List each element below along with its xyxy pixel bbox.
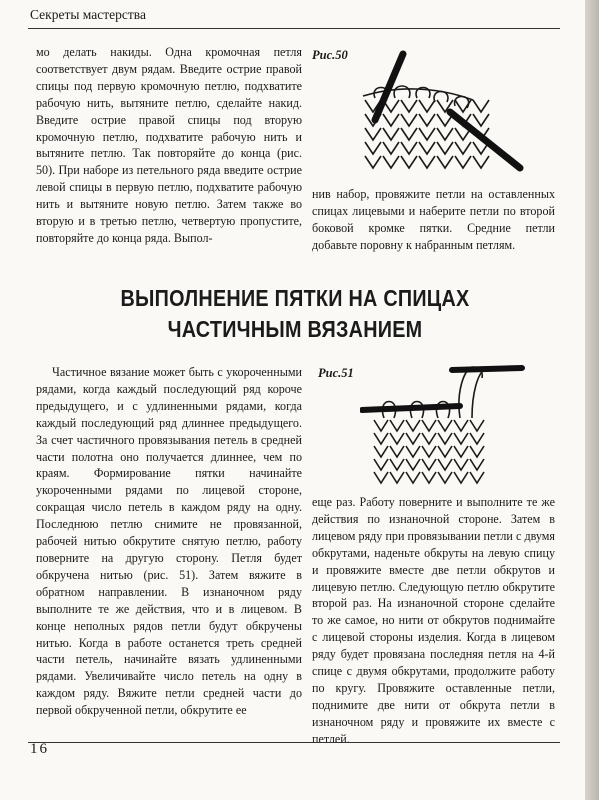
section1-right-paragraph: нив набор, провяжите петли на оставленных спицах лицевыми и наберите петли по второй боковой кромке пятки. Средние петли добавьте поровну к набранным петлям. bbox=[312, 187, 555, 252]
figure-50-illustration bbox=[355, 50, 530, 180]
header-rule bbox=[28, 28, 560, 29]
footer-rule bbox=[28, 742, 560, 743]
book-spine-shadow bbox=[585, 0, 599, 800]
section2-left-column bbox=[36, 364, 302, 719]
page-number: 16 bbox=[30, 741, 49, 757]
section2-right-column bbox=[312, 494, 555, 748]
figure-50-label: Рис.50 bbox=[312, 48, 348, 62]
running-title: Секреты мастерства bbox=[30, 7, 146, 22]
heading-line-1: ВЫПОЛНЕНИЕ ПЯТКИ НА СПИЦАХ bbox=[120, 285, 470, 311]
section1-right-column bbox=[312, 186, 555, 254]
section2-right-paragraph: еще раз. Работу поверните и выполните те же действия по изнаночной стороне. Затем в лицевом ряду при провязывании петли с двумя обкрутами, наденьте обкруты на левую спицу и провяжите вместе две петли обкрутов и лицевую петлю. Следующую петлю обкрутите второй раз. На изнаночной стороне сделайте то же самое, но нити от обкрутов поднимайте с лицевой стороны изделия. Когда в лицевом ряду будет провязана последняя петля на 4-й спице с двумя обкрутами, продолжите работу по кругу. Провяжите оставленные петли, поднимите две нити от обкрута петли в изнаночном ряду и провяжите их вместе с петлей. bbox=[312, 495, 555, 746]
figure-51-label: Рис.51 bbox=[318, 366, 354, 380]
section1-left-paragraph: мо делать накиды. Одна кромочная петля соответствует двум рядам. Введите острие правой спицы под первую кромочную петлю, подхватите рабочую нить, вытяните петлю, сделайте накид. Введите острие правой спицы под вторую кромочную петлю, подхватите рабочую нить и вытяните петлю. Так повторяйте до конца (рис. 50). При наборе из петельного ряда введите острие левой спицы в первую петлю, подхватите рабочую нить и вытяните новую петлю. Затем также во вторую и в третью петлю, четвертую пропустите, повторяйте до конца ряда. Выпол- bbox=[36, 45, 302, 245]
section-heading bbox=[93, 283, 497, 345]
figure-51-illustration bbox=[360, 362, 530, 487]
heading-line-2: ЧАСТИЧНЫМ ВЯЗАНИЕМ bbox=[167, 316, 423, 342]
section2-left-paragraph: Частичное вязание может быть с укороченными рядами, когда каждый последующий ряд короче предыдущего, и с удлиненными рядами, когда каждый последующий ряд длиннее предыдущего. За счет частичного провязывания петель в средней части полотна оно получается длиннее, чем по краям. Формирование пятки начинайте укороченными рядами по лицевой стороне, сокращая число петель в каждом ряду на одну. Последнюю петлю снимите не провязанной, рабочей нитью обкрутите снятую петлю, работу поверните на другую сторону. Петля будет обкручена нитью (рис. 51). Затем вяжите в обратном направлении. В изнаночном ряду выполните те же действия, что и в лицевом. В конце неполных рядов петли будут обкручены нитью. Когда в работе останется треть средней части петель, начинайте вязать удлиненными рядами. Увеличивайте число петель на одну в каждом ряду. Вяжите петли средней части до первой обкрученной петли, обкрутите ее bbox=[36, 365, 302, 718]
section1-left-column bbox=[36, 44, 302, 247]
